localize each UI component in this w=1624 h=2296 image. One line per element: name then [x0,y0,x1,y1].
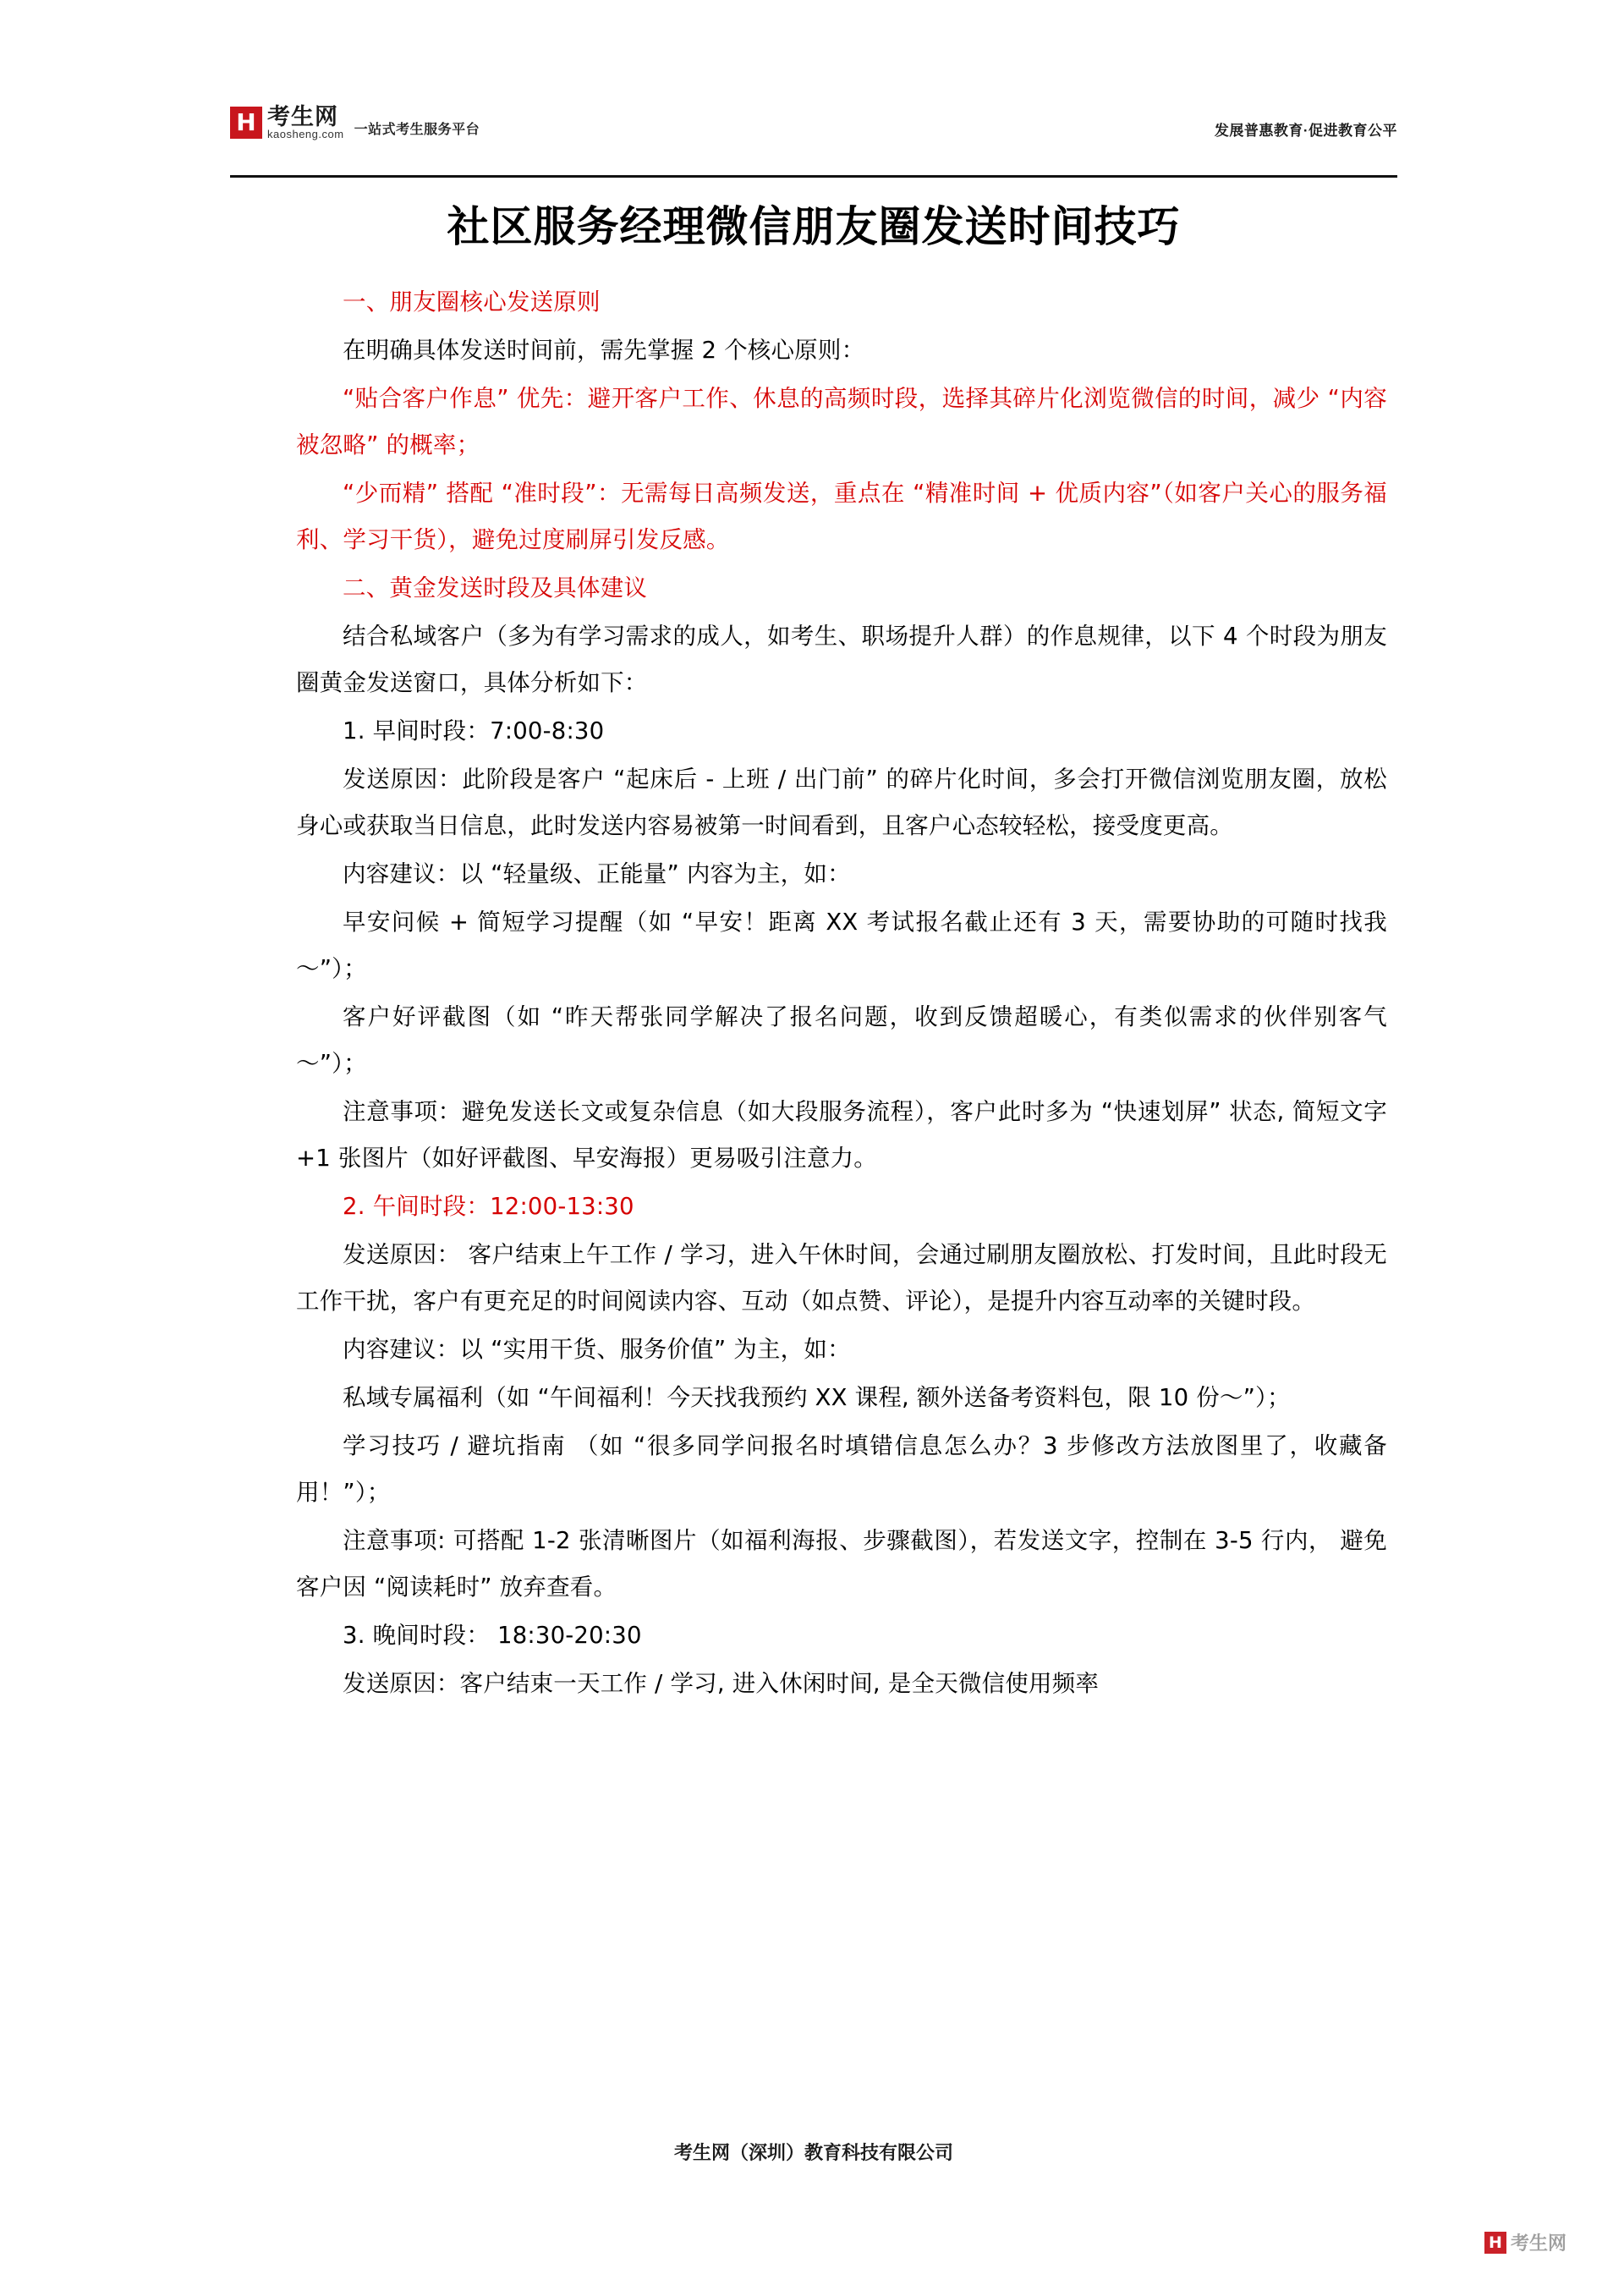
section-heading: 一、朋友圈核心发送原则 [343,288,601,316]
page-title: 社区服务经理微信朋友圈发送时间技巧 [447,202,1181,251]
section-heading: 二、黄金发送时段及具体建议 [343,574,648,601]
paragraph: 在明确具体发送时间前，需先掌握 2 个核心原则： [343,337,865,364]
paragraph: 2. 午间时段：12:00-13:30 [343,1193,634,1220]
watermark-label: 考生网 [1510,2233,1566,2255]
paragraph: 发送原因：此阶段是客户 “起床后 - 上班 / 出门前” 的碎片化时间，多会打开微信浏览朋友圈，放松身心或获取当日信息，此时发送内容易被第一时间看到，且客户心态较轻松，接受度更高。 [296,766,1387,839]
paragraph: 内容建议：以 “轻量级、正能量” 内容为主，如： [343,860,851,887]
header-divider [230,175,1397,178]
watermark [1484,2229,1566,2255]
logo-chinese-name: 考生网 [267,104,338,129]
paragraph: 发送原因：客户结束一天工作 / 学习, 进入休闲时间, 是全天微信使用频率 [343,1670,1100,1697]
paragraph: 注意事项: 可搭配 1-2 张清晰图片（如福利海报、步骤截图），若发送文字，控制在 3-5 行内， 避免客户因 “阅读耗时” 放弃查看。 [296,1527,1387,1601]
paragraph: 发送原因： 客户结束上午工作 / 学习，进入午休时间，会通过刷朋友圈放松、打发时间，且此时段无工作干扰，客户有更充足的时间阅读内容、互动（如点赞、评论），是提升内容互动率的关键时段。 [296,1241,1387,1315]
paragraph: 注意事项：避免发送长文或复杂信息（如大段服务流程），客户此时多为 “快速划屏” 状态, 简短文字 +1 张图片（如好评截图、早安海报）更易吸引注意力。 [296,1098,1387,1172]
paragraph: 1. 早间时段：7:00-8:30 [343,717,605,744]
page-header [230,100,1397,178]
logo-tagline: 一站式考生服务平台 [354,122,480,137]
header-slogan: 发展普惠教育·促进教育公平 [1214,123,1397,139]
logo-domain: kaosheng.com [267,128,344,141]
document-body [296,279,1387,1709]
paragraph: 客户好评截图（如 “昨天帮张同学解决了报名问题，收到反馈超暖心，有类似需求的伙伴别客气～”）； [296,1003,1387,1077]
logo-mark-icon: H [230,107,262,139]
brand-logo [230,105,480,140]
paragraph: 内容建议：以 “实用干货、服务价值” 为主，如： [343,1336,851,1363]
page-footer: 考生网（深圳）教育科技有限公司 [673,2143,953,2164]
paragraph: 结合私域客户（多为有学习需求的成人，如考生、职场提升人群）的作息规律，以下 4 个时段为朋友圈黄金发送窗口，具体分析如下： [296,623,1387,696]
paragraph: 学习技巧 / 避坑指南 （如 “很多同学问报名时填错信息怎么办？3 步修改方法放图里了，收藏备用！”）； [296,1432,1387,1506]
paragraph: “贴合客户作息” 优先：避开客户工作、休息的高频时段，选择其碎片化浏览微信的时间，减少 “内容被忽略” 的概率； [296,385,1387,459]
paragraph: “少而精” 搭配 “准时段”：无需每日高频发送，重点在 “精准时间 + 优质内容”（如客户关心的服务福利、学习干货），避免过度刷屏引发反感。 [296,480,1387,553]
logo-wordmark [267,105,344,140]
paragraph: 3. 晚间时段： 18:30-20:30 [343,1622,642,1649]
watermark-logo-icon: H [1484,2232,1506,2254]
paragraph: 私域专属福利（如 “午间福利！今天找我预约 XX 课程, 额外送备考资料包，限 10 份～”）； [343,1384,1291,1411]
paragraph: 早安问候 + 简短学习提醒（如 “早安！距离 XX 考试报名截止还有 3 天，需要协助的可随时找我～”）； [296,909,1387,982]
